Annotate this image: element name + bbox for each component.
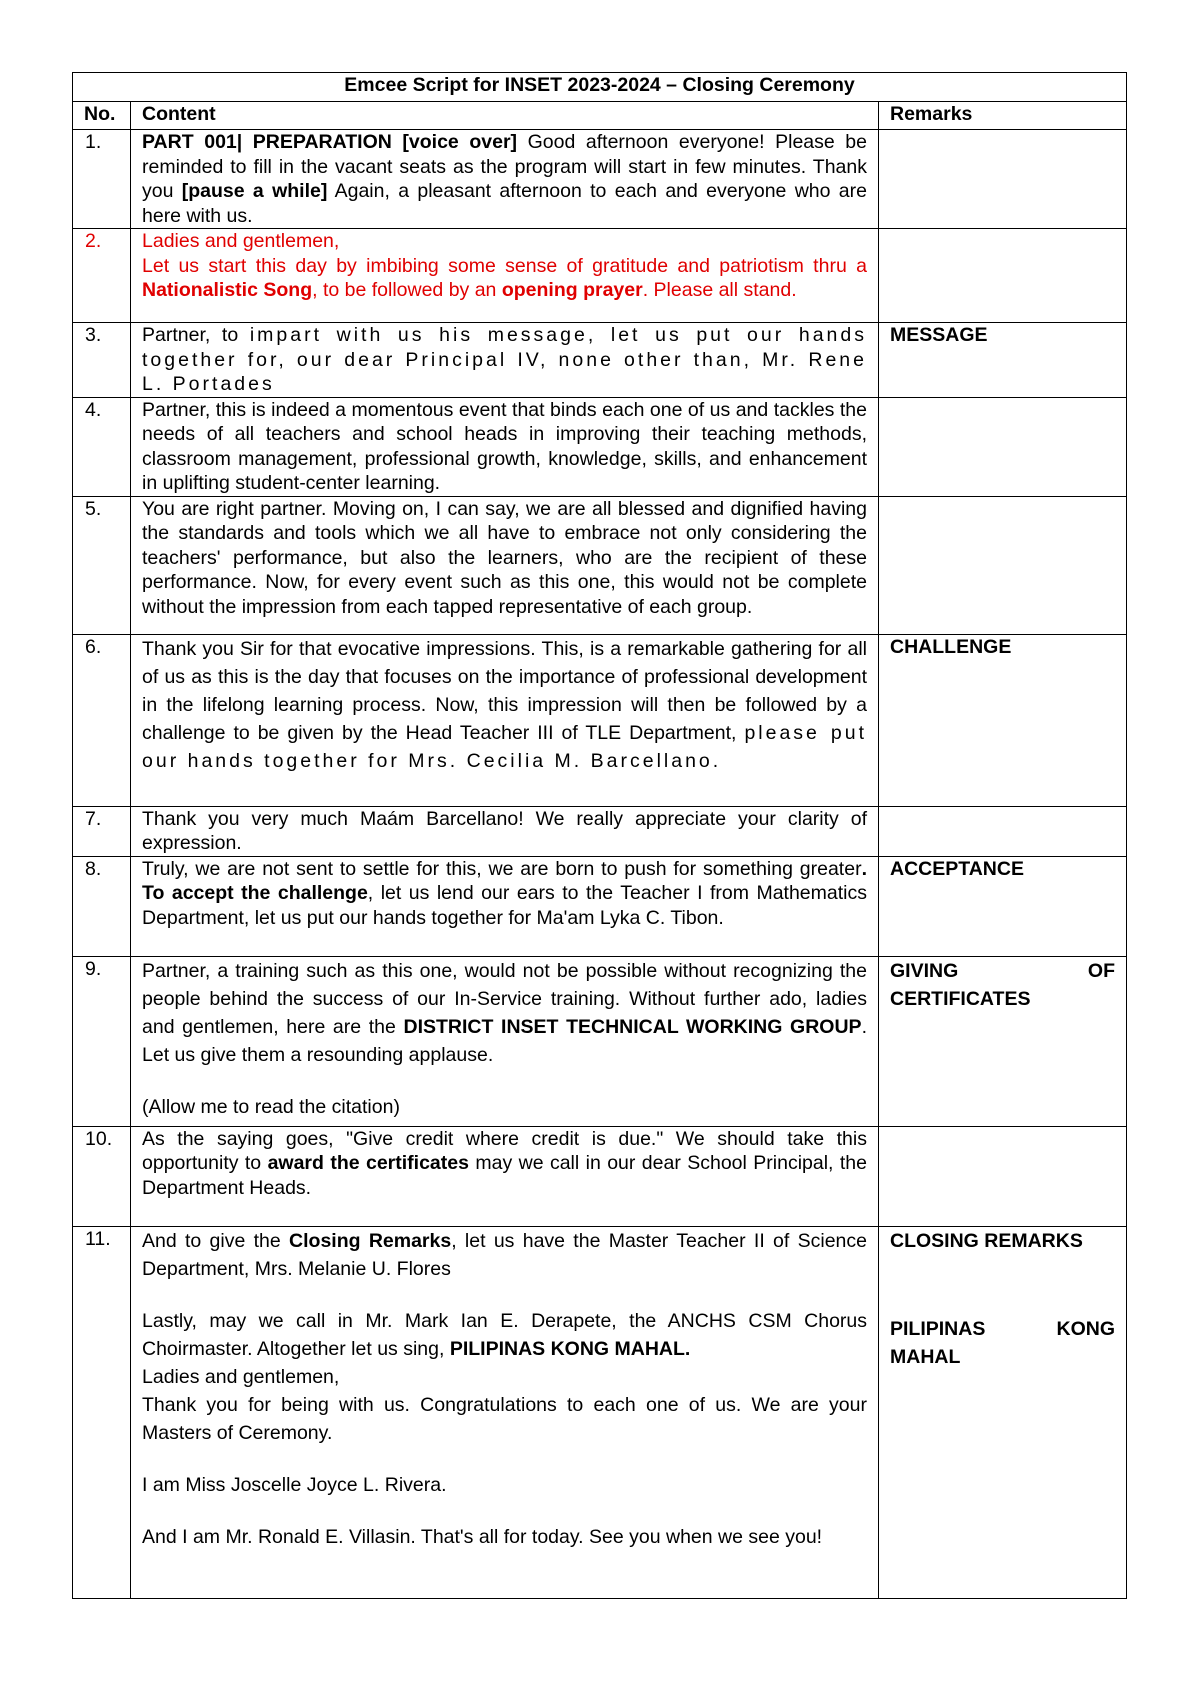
- content-text: Let us start this day by imbibing some sense of gratitude and patriotism thru a: [142, 254, 867, 277]
- table-row: [73, 856, 1127, 956]
- content-bold: . To accept the challenge: [142, 857, 867, 904]
- row-remarks: MESSAGE: [879, 323, 1127, 398]
- row-content: [131, 130, 879, 229]
- row-remarks: [879, 1226, 1127, 1598]
- header-content: Content: [131, 102, 879, 130]
- row-number: 3.: [73, 323, 131, 398]
- row-number: 9.: [73, 956, 131, 1126]
- row-content: Partner, this is indeed a momentous event that binds each one of us and tackles the needs of all teachers and school heads in improving their teaching methods, classroom management, professional growth, knowledge, skills, and enhancement in uplifting student-center learning.: [131, 397, 879, 496]
- content-text: And I am Mr. Ronald E. Villasin. That's all for today. See you when we see you!: [142, 1525, 823, 1548]
- row-number: 4.: [73, 397, 131, 496]
- table-row: [73, 229, 1127, 323]
- table-row: [73, 397, 1127, 496]
- row-remarks: [879, 229, 1127, 323]
- table-row: [73, 1126, 1127, 1226]
- row-remarks: [879, 956, 1127, 1126]
- content-bold: PILIPINAS KONG MAHAL.: [449, 1337, 691, 1360]
- row-number: 5.: [73, 496, 131, 634]
- row-remarks: [879, 130, 1127, 229]
- content-text: Again, a pleasant afternoon to each and everyone who are here with us.: [142, 180, 867, 227]
- table-row: [73, 806, 1127, 856]
- row-number: 2.: [73, 229, 131, 323]
- row-remarks: [879, 496, 1127, 634]
- content-text: Thank you for being with us. Congratulations to each one of us. We are your Masters of Ceremony.: [142, 1393, 867, 1444]
- content-bold: Closing Remarks: [289, 1229, 452, 1252]
- content-text: Partner, a training such as this one, would not be possible without recognizing the people behind the success of our In-Service training. Without further ado, ladies and gentlemen, here are the: [142, 959, 867, 1038]
- content-text: . Please all stand.: [642, 279, 797, 301]
- table-row: [73, 956, 1127, 1126]
- content-spaced: please put our hands together for Mrs. Cecilia M. Barcellano.: [142, 721, 867, 772]
- content-bold: opening prayer: [501, 279, 643, 301]
- content-bold: [pause a while]: [181, 180, 328, 202]
- content-bold: PART 001| PREPARATION [voice over]: [142, 131, 518, 153]
- content-text: may we call in our dear School Principal, the Department Heads.: [142, 1152, 867, 1199]
- table-row: [73, 1226, 1127, 1598]
- row-remarks: [879, 806, 1127, 856]
- remarks-text: PILIPINAS: [890, 1317, 986, 1340]
- content-text: Ladies and gentlemen,: [142, 1365, 340, 1388]
- content-text: I am Miss Joscelle Joyce L. Rivera.: [142, 1473, 447, 1496]
- row-content: You are right partner. Moving on, I can say, we are all blessed and dignified having the standards and tools which we all have to embrace not only considering the teachers' performance, but also the learners, who are the recipient of these performance. Now, for every event such as this one, this would not be complete without the impression from each tapped representative of each group.: [131, 496, 879, 634]
- content-text: . Let us give them a resounding applause.: [142, 1015, 867, 1066]
- row-number: 1.: [73, 130, 131, 229]
- row-remarks: ACCEPTANCE: [879, 856, 1127, 956]
- content-text: Good afternoon everyone! Please be reminded to fill in the vacant seats as the program will start in few minutes. Thank you: [142, 131, 867, 202]
- header-no: No.: [73, 102, 131, 130]
- content-text: Thank you Sir for that evocative impressions. This, is a remarkable gathering for all of us as this is the day that focuses on the importance of professional development in the lifelong learning process. Now, this impression will then be followed by a challenge to be given by the Head Teacher III of TLE Department,: [142, 637, 867, 744]
- content-text: , let us lend our ears to the Teacher I from Mathematics Department, let us put our hands together for Ma'am Lyka C. Tibon.: [142, 882, 867, 929]
- content-text: Partner, to: [142, 324, 250, 346]
- row-number: 11.: [73, 1226, 131, 1598]
- table-row: [73, 496, 1127, 634]
- content-text: , to be followed by an: [312, 279, 502, 301]
- row-remarks: [879, 1126, 1127, 1226]
- table-header-row: [73, 102, 1127, 130]
- document-title: Emcee Script for INSET 2023-2024 – Closing Ceremony: [73, 73, 1127, 102]
- remarks-text: MAHAL: [890, 1345, 961, 1368]
- content-bold: DISTRICT INSET TECHNICAL WORKING GROUP: [403, 1015, 862, 1038]
- remarks-text: CERTIFICATES: [890, 987, 1031, 1010]
- content-bold: Nationalistic Song: [142, 279, 313, 301]
- row-content: [131, 1126, 879, 1226]
- table-row: [73, 634, 1127, 806]
- emcee-script-table: [72, 72, 1127, 1599]
- content-text: Truly, we are not sent to settle for this, we are born to push for something greater: [142, 857, 862, 880]
- row-remarks: [879, 397, 1127, 496]
- row-number: 8.: [73, 856, 131, 956]
- content-text: (Allow me to read the citation): [142, 1095, 400, 1118]
- content-text: Lastly, may we call in Mr. Mark Ian E. Derapete, the ANCHS CSM Chorus Choirmaster. Altogether let us sing,: [142, 1309, 867, 1360]
- row-content: [131, 323, 879, 398]
- content-text: As the saying goes, "Give credit where credit is due." We should take this opportunity to: [142, 1127, 867, 1174]
- remarks-text: OF: [1087, 959, 1116, 982]
- row-number: 7.: [73, 806, 131, 856]
- table-row: [73, 323, 1127, 398]
- remarks-text: CLOSING REMARKS: [890, 1229, 1083, 1252]
- row-remarks: CHALLENGE: [879, 634, 1127, 806]
- row-content: [131, 956, 879, 1126]
- row-number: 6.: [73, 634, 131, 806]
- content-text: , let us have the Master Teacher II of Science Department, Mrs. Melanie U. Flores: [142, 1229, 867, 1280]
- content-bold: award the certificates: [267, 1152, 469, 1174]
- row-content: [131, 634, 879, 806]
- table-row: [73, 130, 1127, 229]
- remarks-text: KONG: [1056, 1317, 1116, 1340]
- row-content: [131, 1226, 879, 1598]
- content-text: Ladies and gentlemen,: [142, 230, 340, 252]
- row-content: Thank you very much Maám Barcellano! We really appreciate your clarity of expression.: [131, 806, 879, 856]
- remarks-text: GIVING: [890, 959, 959, 982]
- row-content: [131, 229, 879, 323]
- row-number: 10.: [73, 1126, 131, 1226]
- content-spaced: impart with us his message, let us put our hands together for, our dear Principal IV, none other than, Mr. Rene L. Portades: [142, 324, 867, 395]
- content-text: And to give the: [142, 1229, 290, 1252]
- row-content: [131, 856, 879, 956]
- header-remarks: Remarks: [879, 102, 1127, 130]
